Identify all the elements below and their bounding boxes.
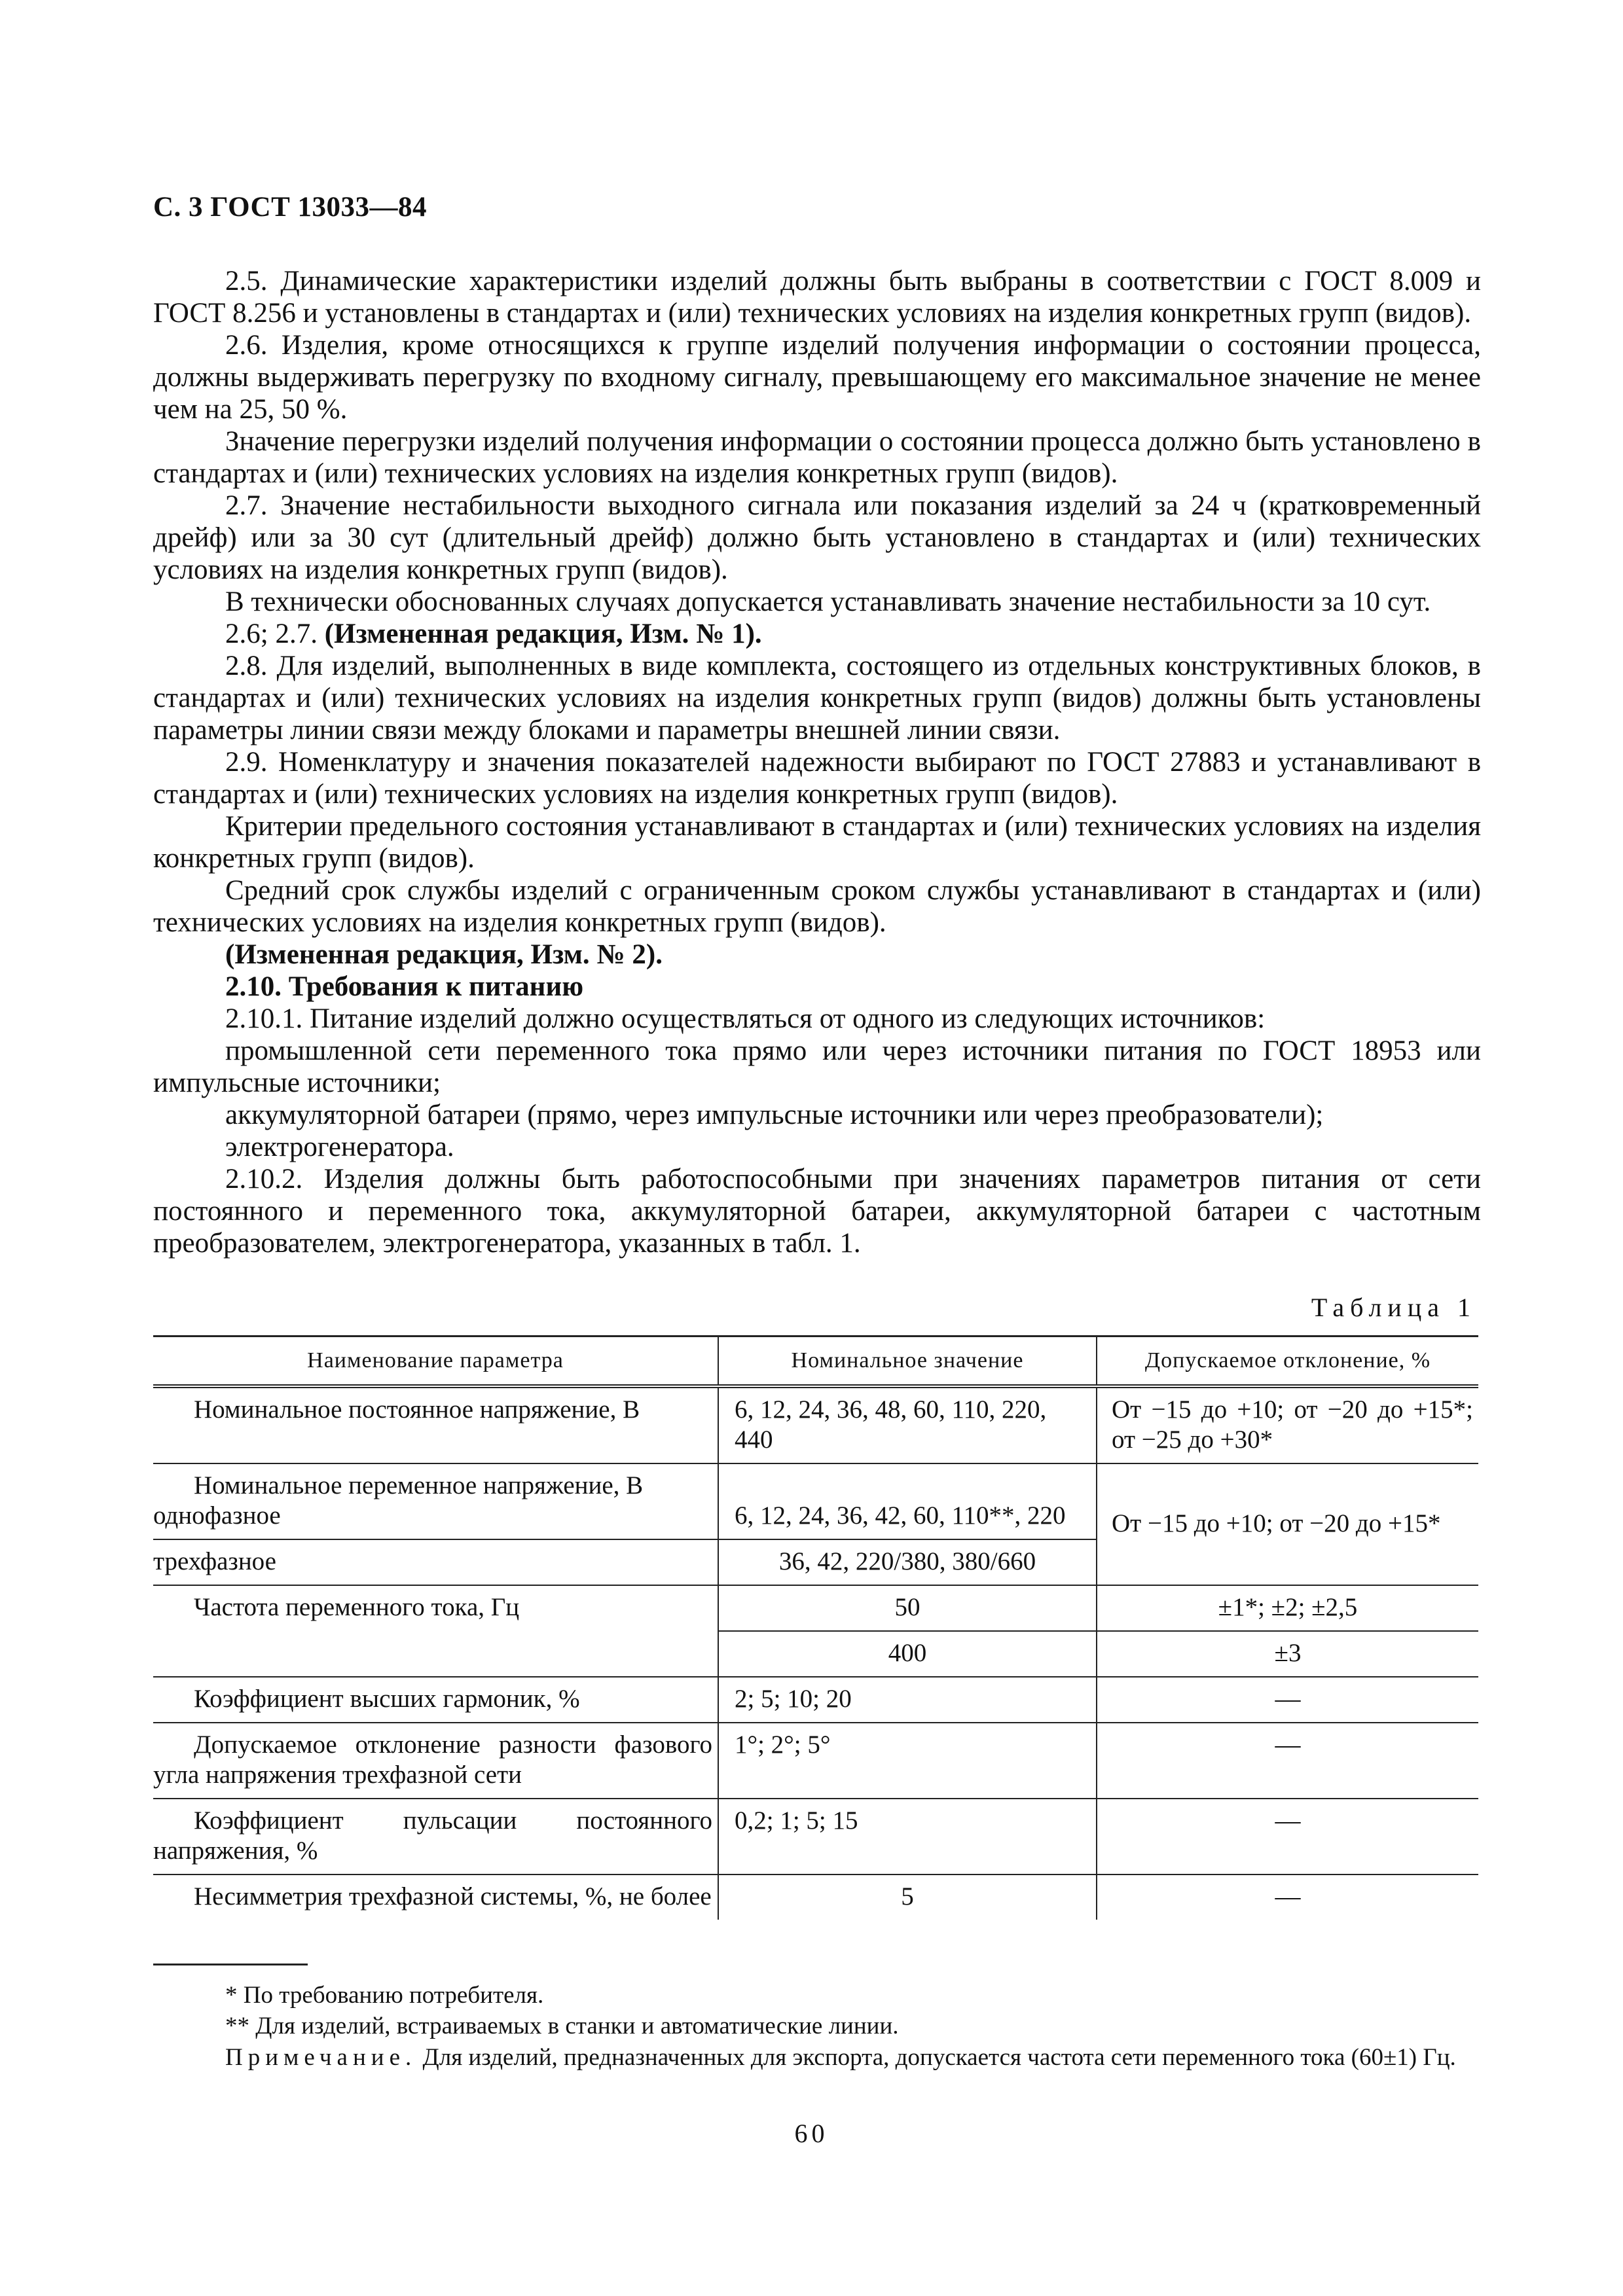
cell-text: Номинальное постоянное напряжение, В (194, 1395, 640, 1424)
paragraph-2-10-2: 2.10.2. Изделия должны быть работоспособными при значениях параметров питания от сети постоянного и переменного тока, аккумуляторной батареи, аккумуляторной батареи с частотным преобразователем, электрогенератора, указанных в табл. 1. (153, 1164, 1481, 1259)
amendment-clauses: 2.6; 2.7. (225, 619, 318, 649)
cell-nominal: 400 (718, 1631, 1097, 1677)
section-heading-2-10: 2.10. Требования к питанию (225, 971, 584, 1002)
cell-deviation: — (1097, 1677, 1478, 1723)
cell-deviation: ±1*; ±2; ±2,5 (1097, 1585, 1478, 1631)
paragraph-2-6: 2.6. Изделия, кроме относящихся к группе изделий получения информации о состоянии процесса, должны выдерживать перегрузку по входному сигналу, превышающему его максимальное значение не менее чем на 25, 50 %. (153, 330, 1481, 425)
footnote-divider (153, 1964, 308, 1965)
cell-text: Коэффициент высших гармоник, % (194, 1685, 580, 1713)
cell-subtext: однофазное (153, 1501, 281, 1530)
amendment-note-1 (153, 618, 1481, 650)
cell-nominal: 6, 12, 24, 36, 42, 60, 110**, 220 (718, 1463, 1097, 1539)
cell-parameter (153, 1799, 718, 1874)
column-header-nominal: Номинальное значение (718, 1336, 1097, 1387)
cell-nominal: 0,2; 1; 5; 15 (718, 1799, 1097, 1874)
list-item-generator: электрогенератора. (225, 1132, 454, 1162)
paragraph-2-10-1: 2.10.1. Питание изделий должно осуществляться от одного из следующих источников: (225, 1003, 1266, 1034)
paragraph-2-5: 2.5. Динамические характеристики изделий должны быть выбраны в соответствии с ГОСТ 8.009 и ГОСТ 8.256 и установлены в стандартах и (или) технических условиях на изделия конкретных групп (видов). (153, 266, 1481, 329)
cell-nominal: 6, 12, 24, 36, 48, 60, 110, 220, 440 (718, 1386, 1097, 1463)
cell-deviation: От −15 до +10; от −20 до +15* (1097, 1463, 1478, 1585)
parameters-table (153, 1335, 1478, 1920)
cell-text: Несимметрия трехфазной системы, %, не более (194, 1882, 712, 1910)
paragraph-2-8: 2.8. Для изделий, выполненных в виде комплекта, состоящего из отдельных конструктивных блоков, в стандартах и (или) технических условиях на изделия конкретных групп (видов) должны быть установлены параметры линии связи между блоками и параметры внешней линии связи. (153, 651, 1481, 745)
table-row (153, 1799, 1478, 1874)
cell-deviation: — (1097, 1723, 1478, 1799)
list-item-battery: аккумуляторной батареи (прямо, через импульсные источники или через преобразователи); (225, 1100, 1324, 1130)
paragraph-service-life: Средний срок службы изделий с ограниченным сроком службы устанавливают в стандартах и (или) технических условиях на изделия конкретных групп (видов). (153, 875, 1481, 938)
cell-text: Коэффициент пульсации постоянного напряжения, % (153, 1806, 712, 1865)
paragraph-instability: В технически обоснованных случаях допускается устанавливать значение нестабильности за 10 сут. (225, 586, 1431, 617)
table-row (153, 1386, 1478, 1463)
cell-nominal: 36, 42, 220/380, 380/660 (718, 1539, 1097, 1585)
page-number: 60 (794, 2119, 829, 2148)
cell-nominal: 2; 5; 10; 20 (718, 1677, 1097, 1723)
cell-parameter (153, 1539, 718, 1585)
list-item-mains: промышленной сети переменного тока прямо или через источники питания по ГОСТ 18953 или импульсные источники; (153, 1035, 1481, 1098)
cell-parameter (153, 1874, 718, 1920)
cell-nominal: 5 (718, 1874, 1097, 1920)
cell-text: трехфазное (153, 1547, 276, 1575)
table-header-row (153, 1336, 1478, 1387)
table-row (153, 1874, 1478, 1920)
paragraph-limit-state: Критерии предельного состояния устанавливают в стандартах и (или) технических условиях на изделия конкретных групп (видов). (153, 811, 1481, 874)
page-header: С. 3 ГОСТ 13033—84 (153, 192, 428, 223)
note-text: Для изделий, предназначенных для экспорта, допускается частота сети переменного тока (60±1) Гц. (422, 2044, 1456, 2071)
footnote-1: * По требованию потребителя. (225, 1982, 544, 2009)
amendment-note-2: (Измененная редакция, Изм. № 2). (225, 939, 663, 970)
cell-deviation: ±3 (1097, 1631, 1478, 1677)
table-label: Таблица 1 (1311, 1293, 1476, 1322)
table-row (153, 1677, 1478, 1723)
paragraph-2-7: 2.7. Значение нестабильности выходного сигнала или показания изделий за 24 ч (кратковременный дрейф) или за 30 сут (длительный дрейф) должно быть установлено в стандартах и (или) технических условиях на изделия конкретных групп (видов). (153, 490, 1481, 585)
cell-deviation: — (1097, 1874, 1478, 1920)
paragraph-overload: Значение перегрузки изделий получения информации о состоянии процесса должно быть установлено в стандартах и (или) технических условиях на изделия конкретных групп (видов). (153, 426, 1481, 489)
body-text (153, 265, 1481, 1259)
cell-deviation: От −15 до +10; от −20 до +15*; от −25 до +30* (1097, 1386, 1478, 1463)
footnotes (153, 1980, 1481, 2041)
paragraph-2-9: 2.9. Номенклатуру и значения показателей надежности выбирают по ГОСТ 27883 и устанавливают в стандартах и (или) технических условиях на изделия конкретных групп (видов). (153, 747, 1481, 810)
cell-parameter (153, 1723, 718, 1799)
cell-parameter (153, 1677, 718, 1723)
cell-deviation: — (1097, 1799, 1478, 1874)
amendment-text-1: (Измененная редакция, Изм. № 1). (324, 619, 762, 649)
cell-nominal: 50 (718, 1585, 1097, 1631)
note-label: Примечание. (225, 2044, 417, 2071)
cell-parameter (153, 1585, 718, 1677)
table-note (153, 2042, 1481, 2073)
cell-parameter (153, 1463, 718, 1539)
table-row (153, 1585, 1478, 1631)
table-row (153, 1723, 1478, 1799)
cell-nominal: 1°; 2°; 5° (718, 1723, 1097, 1799)
column-header-deviation: Допускаемое отклонение, % (1097, 1336, 1478, 1387)
cell-text: Частота переменного тока, Гц (194, 1593, 520, 1621)
table-row (153, 1463, 1478, 1539)
cell-text: Допускаемое отклонение разности фазового угла напряжения трехфазной сети (153, 1731, 712, 1789)
cell-parameter (153, 1386, 718, 1463)
footnote-2: ** Для изделий, встраиваемых в станки и автоматические линии. (225, 2013, 899, 2039)
cell-text: Номинальное переменное напряжение, В (194, 1471, 644, 1499)
column-header-parameter: Наименование параметра (153, 1336, 718, 1387)
